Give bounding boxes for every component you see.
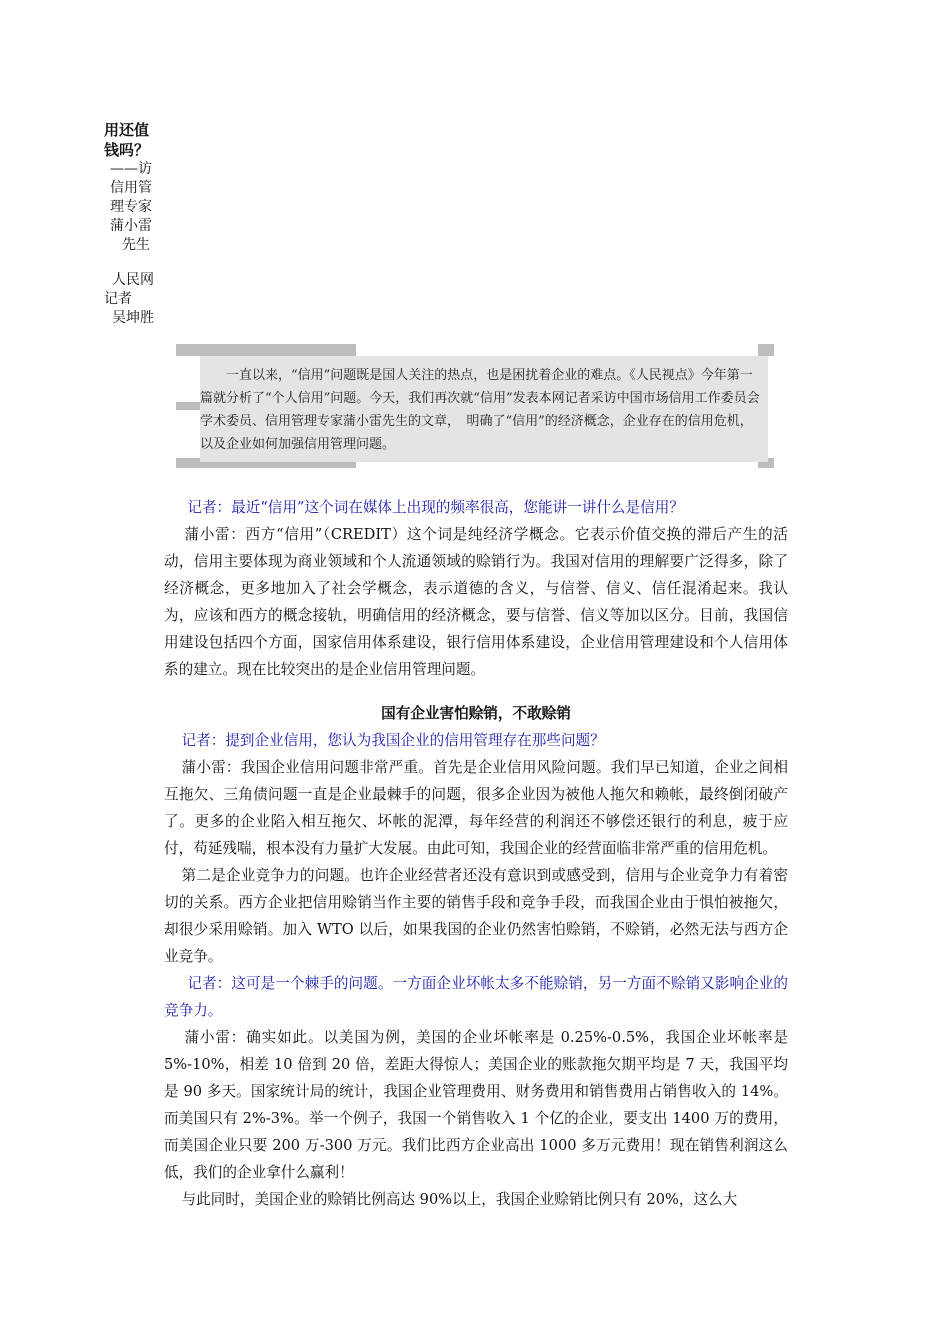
frame-bar: [176, 402, 200, 410]
answer-paragraph: 蒲小雷：西方“信用”（CREDIT）这个词是纯经济学概念。它表示价值交换的滞后产生的活动，信用主要体现为商业领域和个人流通领域的赊销行为。我国对信用的理解要广泛得多，除了经济概念，更多地加入了社会学概念，表示道德的含义，与信誉、信义、信任混淆起来。我认为，应该和西方的概念接轨，明确信用的经济概念，要与信誉、信义等加以区分。目前，我国信用建设包括四个方面，国家信用体系建设，银行信用体系建设，企业信用管理建设和个人信用体系的建立。现在比较突出的是企业信用管理问题。: [164, 526, 788, 678]
abstract-frame: [176, 344, 774, 468]
byline: 记者: [104, 291, 132, 307]
article-title-block: [104, 120, 166, 328]
frame-bar: [758, 344, 774, 356]
article-body-part1: [164, 494, 788, 683]
byline: 吴坤胜: [112, 310, 154, 326]
subtitle-line: 先生: [122, 237, 150, 253]
subtitle-line: 信用管: [110, 180, 152, 196]
answer-paragraph: 蒲小雷：我国企业信用问题非常严重。首先是企业信用风险问题。我们早已知道，企业之间相互拖欠、三角债问题一直是企业最棘手的问题，很多企业因为被他人拖欠和赖帐，最终倒闭破产了。更多的企业陷入相互拖欠、坏帐的泥潭，每年经营的利润还不够偿还银行的利息，疲于应付，苟延残喘，根本没有力量扩大发展。由此可知，我国企业的经营面临非常严重的信用危机。: [164, 759, 788, 857]
answer-paragraph: 与此同时，美国企业的赊销比例高达 90%以上，我国企业赊销比例只有 20%，这么大: [181, 1191, 738, 1208]
answer-paragraph: 蒲小雷：确实如此。以美国为例，美国的企业坏帐率是 0.25%-0.5%，我国企业坏帐率是 5%-10%，相差 10 倍到 20 倍，差距大得惊人；美国企业的账款拖欠期平均是 7 天，我国平均是 90 多天。国家统计局的统计，我国企业管理费用、财务费用和销售费用占销售收入的 14%。而美国只有 2%-3%。举一个例子，我国一个销售收入 1 个亿的企业，要支出 1400 万的费用，而美国企业只要 200 万-300 万元。我们比西方企业高出 1000 多万元费用！现在销售利润这么低，我们的企业拿什么赢利！: [164, 1029, 788, 1181]
subtitle-line: ——访: [110, 161, 152, 177]
answer-paragraph: 第二是企业竞争力的问题。也许企业经营者还没有意识到或感受到，信用与企业竞争力有着密切的关系。西方企业把信用赊销当作主要的销售手段和竞争手段，而我国企业由于惧怕被拖欠，却很少采用赊销。加入 WTO 以后，如果我国的企业仍然害怕赊销，不赊销，必然无法与西方企业竞争。: [164, 867, 788, 965]
section-heading: 国有企业害怕赊销，不敢赊销: [381, 705, 571, 722]
question-paragraph: 记者：这可是一个棘手的问题。一方面企业坏帐太多不能赊销，另一方面不赊销又影响企业的竞争力。: [164, 975, 788, 1019]
title-line: 钱吗？: [104, 141, 150, 159]
question-paragraph: 记者：提到企业信用，您认为我国企业的信用管理存在那些问题？: [181, 732, 605, 749]
question-paragraph: 记者：最近“信用”这个词在媒体上出现的频率很高，您能讲一讲什么是信用？: [187, 499, 684, 516]
title-line: 用还值: [104, 121, 150, 139]
subtitle-line: 理专家: [110, 199, 152, 215]
frame-bar: [176, 344, 356, 356]
article-body-part2: [164, 700, 788, 1213]
abstract-text: 一直以来，“信用”问题既是国人关注的热点，也是困扰着企业的难点。《人民视点》今年第一篇就分析了“个人信用”问题。今天，我们再次就“信用”发表本网记者采访中国市场信用工作委员会学术委员、信用管理专家蒲小雷先生的文章， 明确了“信用”的经济概念，企业存在的信用危机，以及企业如何加强信用管理问题。: [200, 356, 768, 462]
subtitle-line: 蒲小雷: [110, 218, 152, 234]
byline: 人民网: [112, 272, 154, 288]
